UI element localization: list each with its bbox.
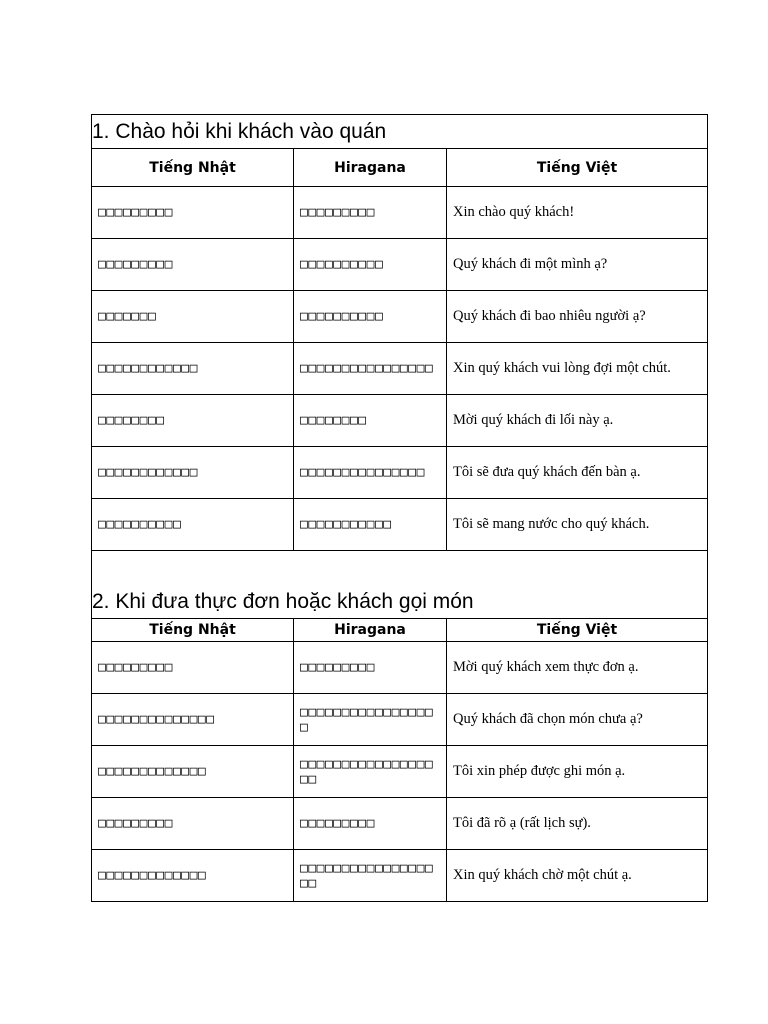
vietnamese-cell: Mời quý khách đi lối này ạ. (447, 395, 708, 447)
japanese-cell: □□□□□□□□□ (92, 239, 294, 291)
table-row (92, 343, 708, 395)
hiragana-cell: □□□□□□□□□□□□□□□□□ (294, 694, 447, 746)
header-japanese: Tiếng Nhật (92, 149, 294, 187)
japanese-cell: □□□□□□□□□□ (92, 499, 294, 551)
vietnamese-cell: Xin quý khách vui lòng đợi một chút. (447, 343, 708, 395)
header-hiragana: Hiragana (294, 149, 447, 187)
hiragana-cell: □□□□□□□□□□ (294, 291, 447, 343)
header-hiragana: Hiragana (294, 619, 447, 642)
table-row (92, 694, 708, 746)
vietnamese-cell: Xin quý khách chờ một chút ạ. (447, 850, 708, 902)
section-title-row (92, 551, 708, 619)
japanese-cell: □□□□□□□□□□□□□ (92, 850, 294, 902)
japanese-cell: □□□□□□□□□□□□ (92, 447, 294, 499)
japanese-cell: □□□□□□□□□ (92, 642, 294, 694)
hiragana-cell: □□□□□□□□□ (294, 642, 447, 694)
section-title-row (92, 115, 708, 149)
hiragana-cell: □□□□□□□□ (294, 395, 447, 447)
japanese-cell: □□□□□□□□□□□□ (92, 343, 294, 395)
table-row (92, 499, 708, 551)
table-row (92, 395, 708, 447)
vietnamese-cell: Mời quý khách xem thực đơn ạ. (447, 642, 708, 694)
vietnamese-cell: Tôi sẽ mang nước cho quý khách. (447, 499, 708, 551)
vietnamese-cell: Tôi xin phép được ghi món ạ. (447, 746, 708, 798)
japanese-cell: □□□□□□□□□ (92, 798, 294, 850)
header-vietnamese: Tiếng Việt (447, 619, 708, 642)
column-header-row (92, 619, 708, 642)
hiragana-cell: □□□□□□□□□ (294, 798, 447, 850)
table-row (92, 291, 708, 343)
japanese-cell: □□□□□□□□□□□□□□ (92, 694, 294, 746)
vietnamese-cell: Quý khách đã chọn món chưa ạ? (447, 694, 708, 746)
column-header-row (92, 149, 708, 187)
japanese-cell: □□□□□□□□□ (92, 187, 294, 239)
table-row (92, 850, 708, 902)
table-row (92, 746, 708, 798)
section-title: 2. Khi đưa thực đơn hoặc khách gọi món (92, 551, 708, 619)
japanese-cell: □□□□□□□ (92, 291, 294, 343)
vietnamese-cell: Quý khách đi bao nhiêu người ạ? (447, 291, 708, 343)
table-row (92, 798, 708, 850)
table-row (92, 187, 708, 239)
vietnamese-cell: Tôi sẽ đưa quý khách đến bàn ạ. (447, 447, 708, 499)
table-row (92, 447, 708, 499)
hiragana-cell: □□□□□□□□□□□□□□□ (294, 447, 447, 499)
japanese-cell: □□□□□□□□□□□□□ (92, 746, 294, 798)
header-japanese: Tiếng Nhật (92, 619, 294, 642)
hiragana-cell: □□□□□□□□□□□□□□□□□□ (294, 850, 447, 902)
table-row (92, 239, 708, 291)
hiragana-cell: □□□□□□□□□ (294, 187, 447, 239)
japanese-cell: □□□□□□□□ (92, 395, 294, 447)
vietnamese-cell: Tôi đã rõ ạ (rất lịch sự). (447, 798, 708, 850)
hiragana-cell: □□□□□□□□□□□□□□□□□□ (294, 746, 447, 798)
vietnamese-cell: Xin chào quý khách! (447, 187, 708, 239)
table-row (92, 642, 708, 694)
section-title: 1. Chào hỏi khi khách vào quán (92, 115, 708, 149)
vietnamese-cell: Quý khách đi một mình ạ? (447, 239, 708, 291)
hiragana-cell: □□□□□□□□□□□□□□□□ (294, 343, 447, 395)
hiragana-cell: □□□□□□□□□□ (294, 239, 447, 291)
hiragana-cell: □□□□□□□□□□□ (294, 499, 447, 551)
phrase-table (91, 114, 708, 902)
header-vietnamese: Tiếng Việt (447, 149, 708, 187)
